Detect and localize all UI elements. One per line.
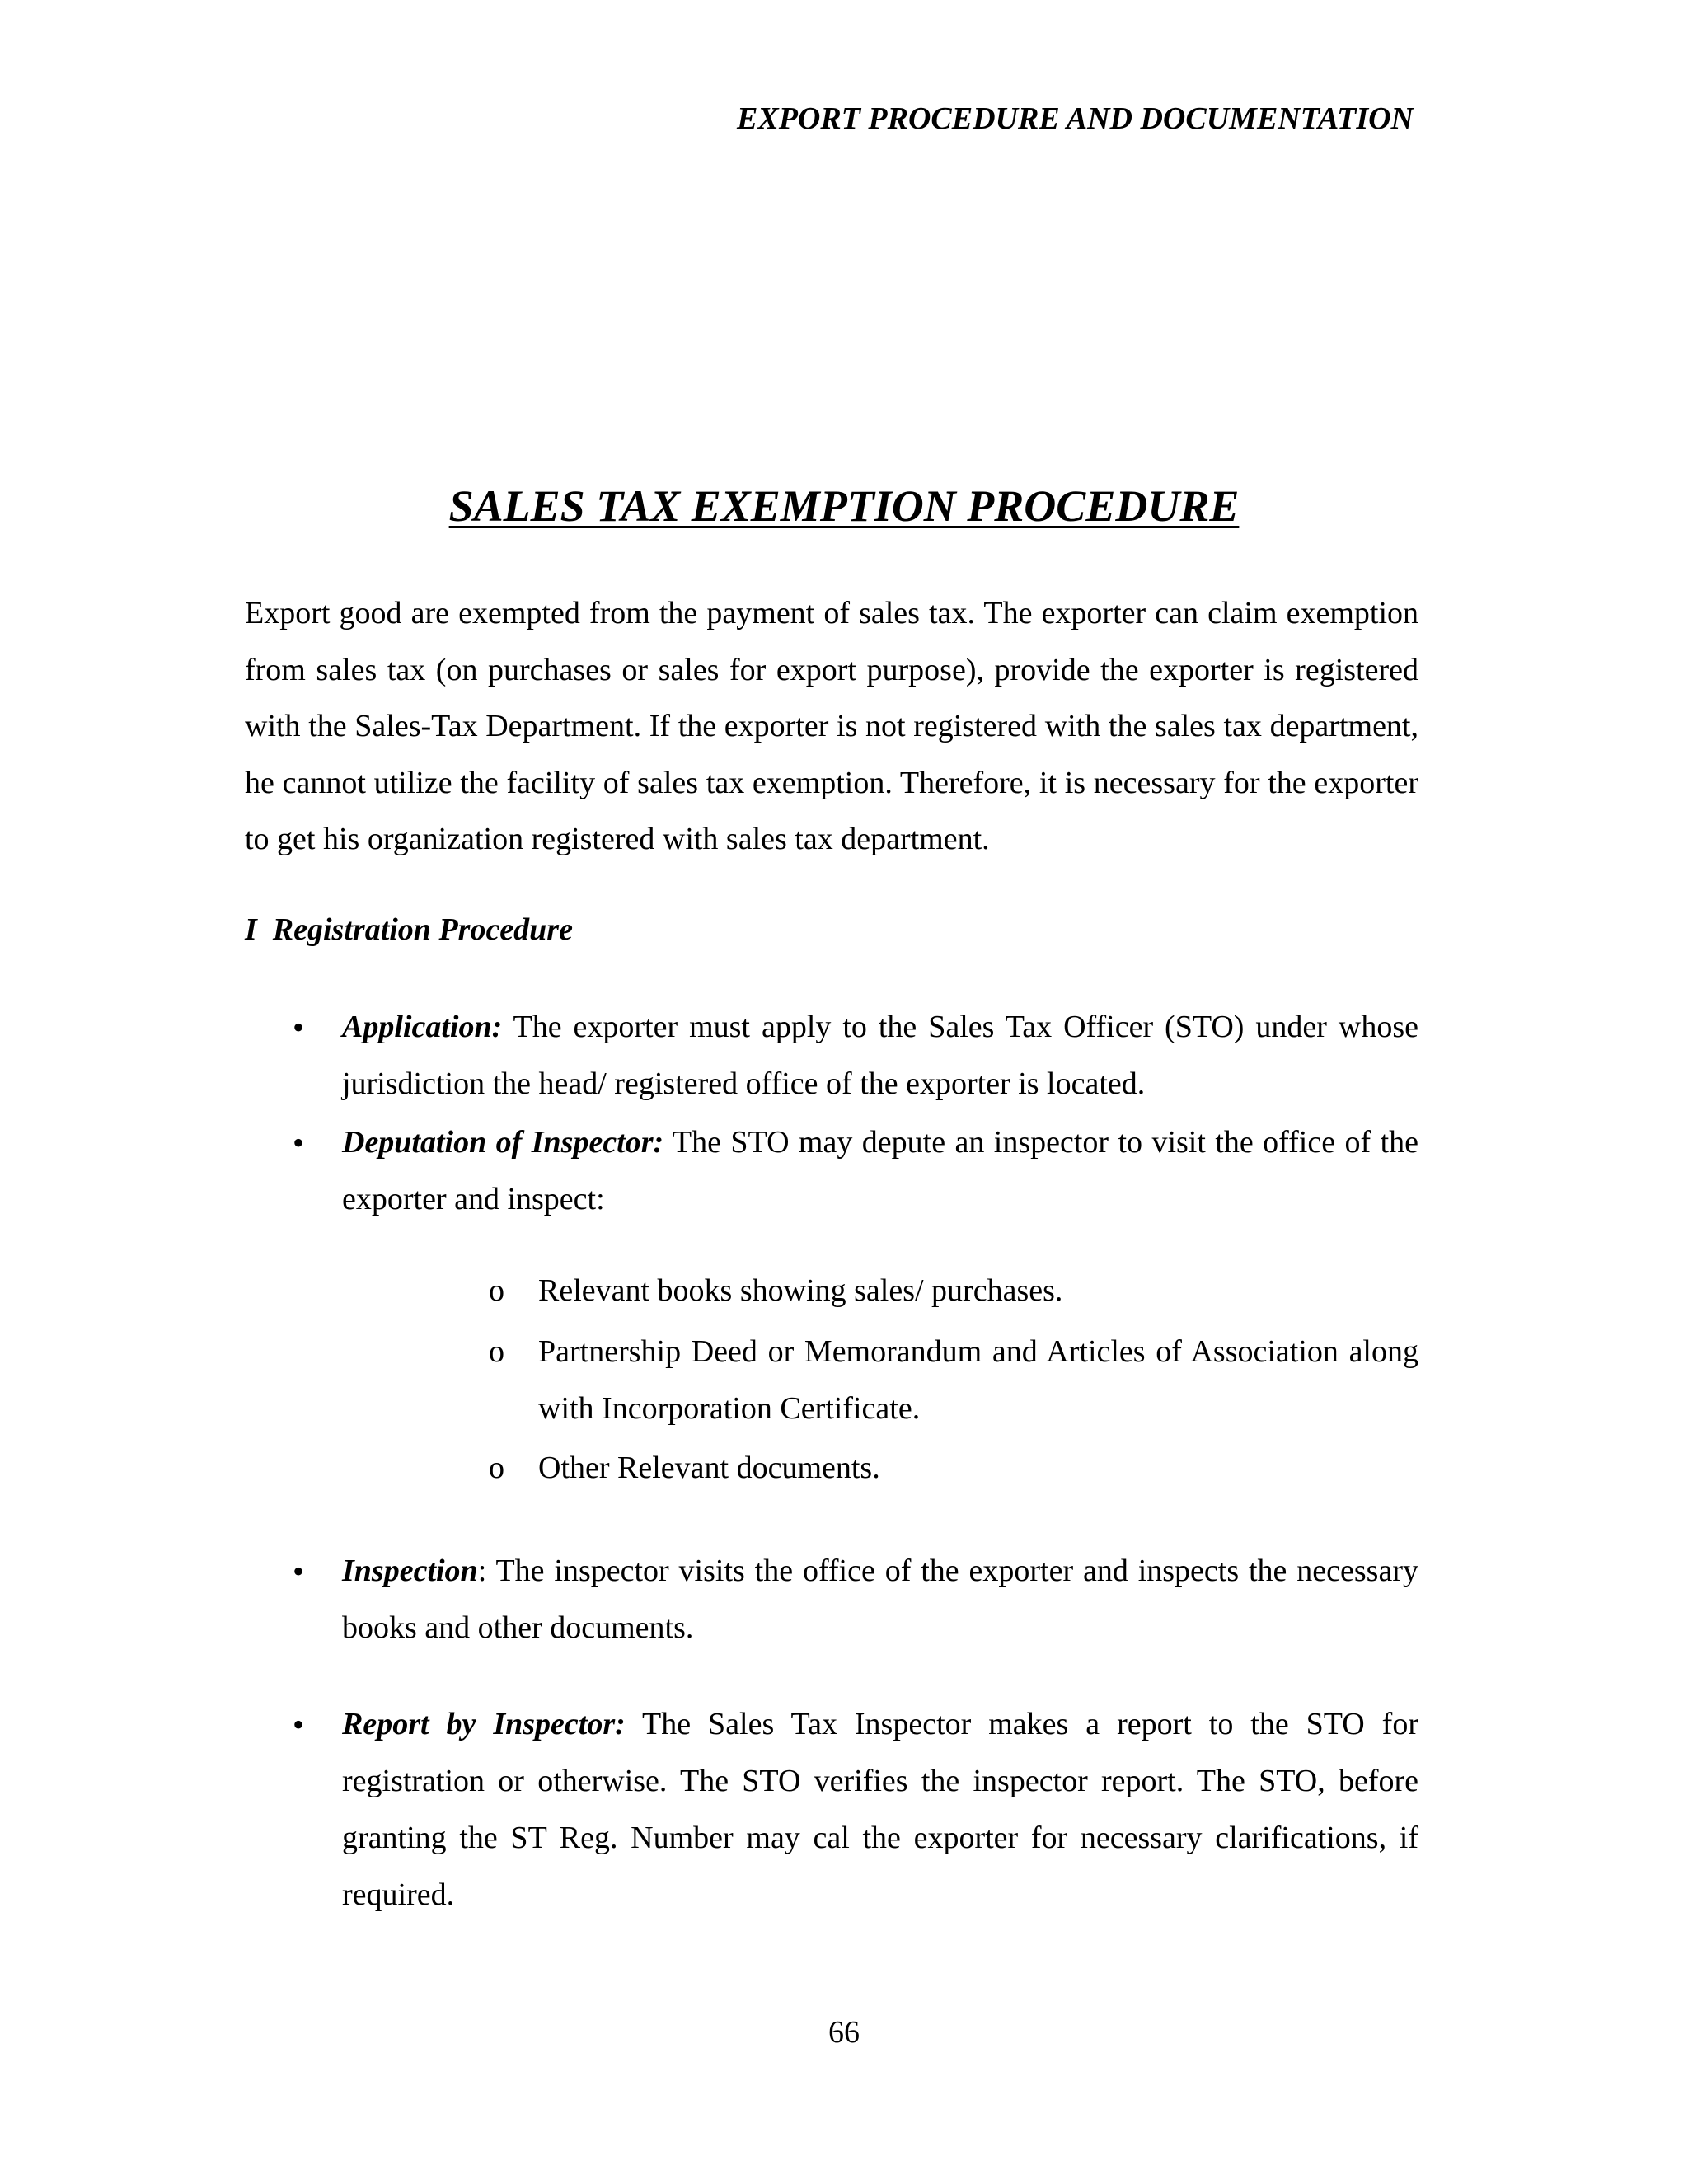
sub-list-item [489, 1440, 1418, 1497]
page-number: 66 [828, 2015, 860, 2050]
bullet-text [342, 1543, 1418, 1657]
bullet-item-report [293, 1696, 1418, 1924]
bullet-term: Application: [342, 1010, 503, 1044]
bullet-item-application [293, 999, 1418, 1113]
bullet-description: : The inspector visits the office of the exporter and inspects the necessary books and other documents. [342, 1554, 1418, 1645]
bullet-dot: • [293, 1553, 305, 1590]
running-header: EXPORT PROCEDURE AND DOCUMENTATION [737, 101, 1414, 136]
bullet-text [342, 1696, 1418, 1924]
bullet-term: Deputation of Inspector: [342, 1125, 664, 1160]
page-title: SALES TAX EXEMPTION PROCEDURE [448, 481, 1240, 531]
section-heading: I Registration Procedure [245, 912, 573, 947]
sub-bullet-marker: o [489, 1451, 504, 1485]
sub-list-item [489, 1324, 1418, 1437]
bullet-item-inspection [293, 1543, 1418, 1657]
intro-paragraph: Export good are exempted from the payment of sales tax. The exporter can claim exemption from sales tax (on purchases or sales for export purpose), provide the exporter is registered with the Sales-Tax Department. If the exporter is not registered with the sales tax department, he cannot utilize the facility of sales tax exemption. Therefore, it is necessary for the exporter to get his organization registered with sales tax department. [245, 596, 1418, 856]
bullet-dot: • [293, 1009, 305, 1046]
bullet-item-deputation [293, 1114, 1418, 1228]
bullet-text [342, 999, 1418, 1113]
sub-list-item-text: Partnership Deed or Memorandum and Articles of Association along with Incorporation Certificate. [538, 1334, 1418, 1426]
bullet-dot: • [293, 1124, 305, 1161]
sub-list-item-text: Relevant books showing sales/ purchases. [538, 1273, 1063, 1308]
bullet-description: The exporter must apply to the Sales Tax Officer (STO) under whose jurisdiction the head/ registered office of the exporter is located. [342, 1010, 1418, 1101]
bullet-term: Inspection [342, 1554, 478, 1588]
bullet-term: Report by Inspector: [342, 1707, 626, 1741]
sub-list-item-text: Other Relevant documents. [538, 1451, 880, 1485]
bullet-text [342, 1114, 1418, 1228]
bullet-description: The STO may depute an inspector to visit the office of the exporter and inspect: [342, 1125, 1418, 1216]
sub-bullet-marker: o [489, 1334, 504, 1369]
bullet-dot: • [293, 1706, 305, 1743]
sub-list-item [489, 1263, 1418, 1319]
bullet-description: The Sales Tax Inspector makes a report to the STO for registration or otherwise. The STO verifies the inspector report. The STO, before granting the ST Reg. Number may cal the exporter for necessary clarifications, if required. [342, 1707, 1418, 1912]
sub-bullet-marker: o [489, 1273, 504, 1308]
